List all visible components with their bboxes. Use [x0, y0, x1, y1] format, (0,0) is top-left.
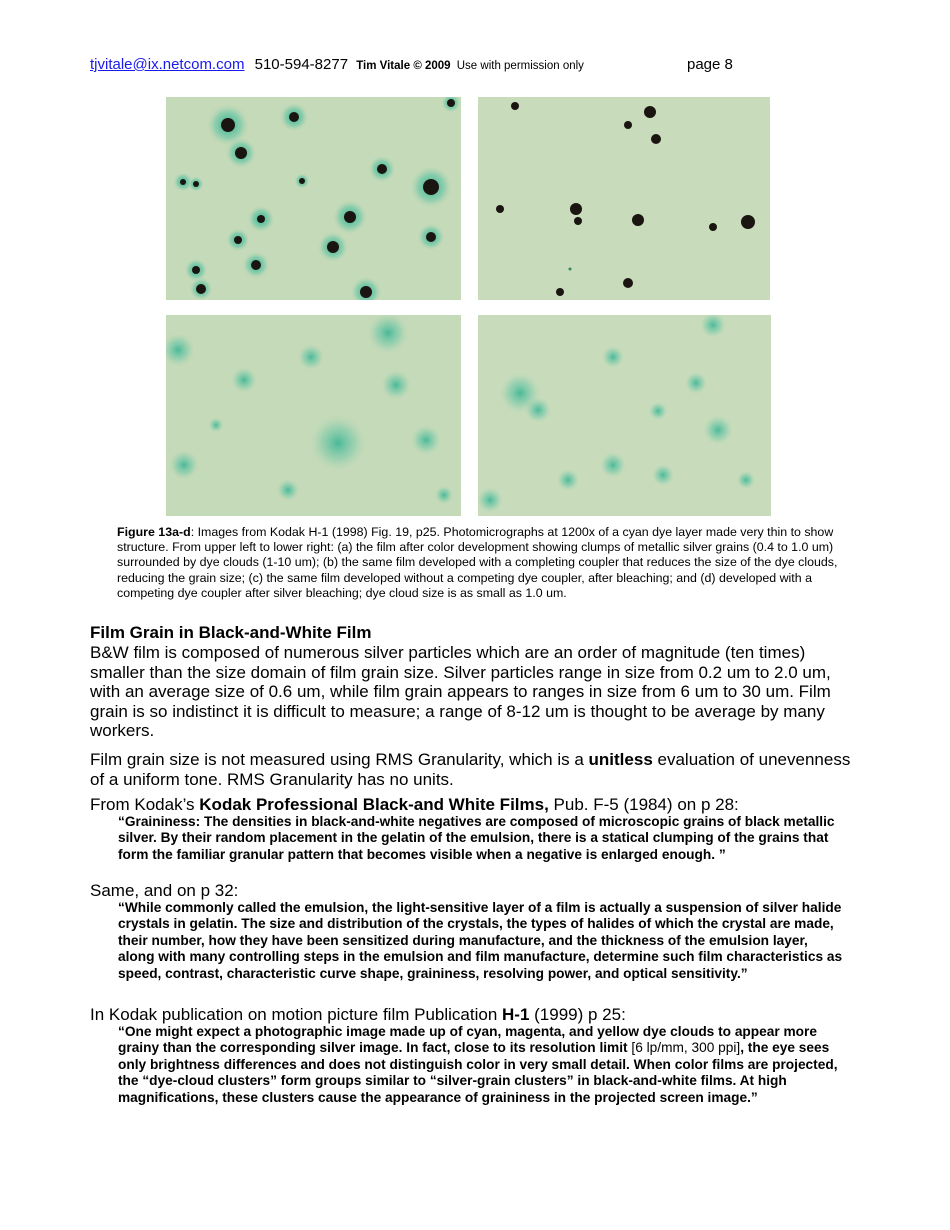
quote-3-text-a: “One might expect a photographic image made up of cyan, magenta, and yellow dye clouds to appear more grainy than the corresponding silver image. In fact, close to its resolution limit — [118, 1024, 817, 1056]
photomicrograph-a — [166, 97, 461, 300]
photomicrograph-b — [478, 97, 770, 300]
paragraph-2-text-a: Film grain size is not measured using RMS Granularity, which is a — [90, 750, 589, 769]
photomicrograph-c — [166, 315, 461, 516]
author-copyright: Tim Vitale © 2009 — [356, 60, 451, 72]
quote-3-text-b: , the eye sees only brightness differences and does not distinguish color in very small detail. When color films are projected, the “dye-cloud clusters” form groups similar to “silver-grain clusters” in black-and-white films. At high magnifications, these clusters cause the appearance of graininess in the projected screen image.” — [118, 1040, 838, 1105]
figure-label: Figure 13a-d — [117, 525, 191, 539]
paragraph-1: B&W film is composed of numerous silver particles which are an order of magnitude (ten times) smaller than the size domain of film grain size. Silver particles range in size from 0.2 um to 2.0 um, with an average size of 0.6 um, while film grain appears to ranges in size from 6 um to 30 um. Film grain is so indistinct it is difficult to measure; a range of 8-12 um is thought to be average by many workers. — [90, 643, 831, 740]
quote-1: “Graininess: The densities in black-and-white negatives are composed of microscopic grains of black metallic silver. By their random placement in the gelatin of the emulsion, there is a statical clumping of the grains that form the familiar granular pattern that becomes visible when a negative is enlarged enough. ” — [118, 814, 835, 862]
quote-2: “While commonly called the emulsion, the light-sensitive layer of a film is actually a suspension of silver halide crystals in gelatin. The size and distribution of the crystals, the types of halides of which the crystal are made, their number, how they have been sensitized during manufacture, and the thickness of the emulsion layer, along with many controlling steps in the emulsion and film manufacture, determine such film characteristics as speed, contrast, characteristic curve shape, graininess, resolving power, and optical sensitivity.” — [118, 900, 843, 981]
section-heading: Film Grain in Black-and-White Film — [90, 623, 372, 642]
permission-note: Use with permission only — [456, 60, 584, 72]
source-1-text-b: Pub. F-5 (1984) on p 28: — [548, 795, 739, 814]
quote-3-note: [6 lp/mm, 300 ppi] — [631, 1040, 741, 1056]
photomicrograph-d — [478, 315, 771, 516]
page-number: page 8 — [687, 56, 733, 73]
page-header — [90, 56, 870, 76]
figure-caption-text: : Images from Kodak H-1 (1998) Fig. 19, p25. Photomicrographs at 1200x of a cyan dye layer made very thin to show structure. From upper left to lower right: (a) the film after color development showing clumps of metallic silver grains (0.4 to 1.0 um) surrounded by dye clouds (1-10 um); (b) the same film developed with a completing coupler that reduces the size of the dye clouds, reducing the grain size; (c) the same film developed without a competing dye coupler, after bleaching; and (d) developed with a competing dye coupler after silver bleaching; dye cloud size is as small as 1.0 um. — [117, 525, 838, 600]
source-3-title: H-1 — [502, 1005, 530, 1024]
paragraph-2 — [90, 750, 860, 789]
phone-number: 510-594-8277 — [254, 56, 349, 73]
paragraph-2-bold: unitless — [588, 750, 653, 769]
quote-3 — [118, 1024, 848, 1106]
email-link[interactable]: tjvitale@ix.netcom.com — [90, 56, 245, 73]
source-3-text-a: In Kodak publication on motion picture film Publication — [90, 1005, 503, 1024]
source-1-title: Kodak Professional Black-and White Films, — [199, 795, 549, 814]
source-1-text-a: From Kodak’s — [90, 795, 200, 814]
source-3 — [90, 1005, 860, 1025]
figure-caption — [117, 525, 859, 601]
paragraph-2-text-b: evaluation of unevenness of a uniform tone. RMS Granularity has no units. — [90, 750, 851, 789]
source-1 — [90, 795, 860, 815]
source-2: Same, and on p 32: — [90, 881, 239, 900]
source-3-text-b: (1999) p 25: — [529, 1005, 626, 1024]
